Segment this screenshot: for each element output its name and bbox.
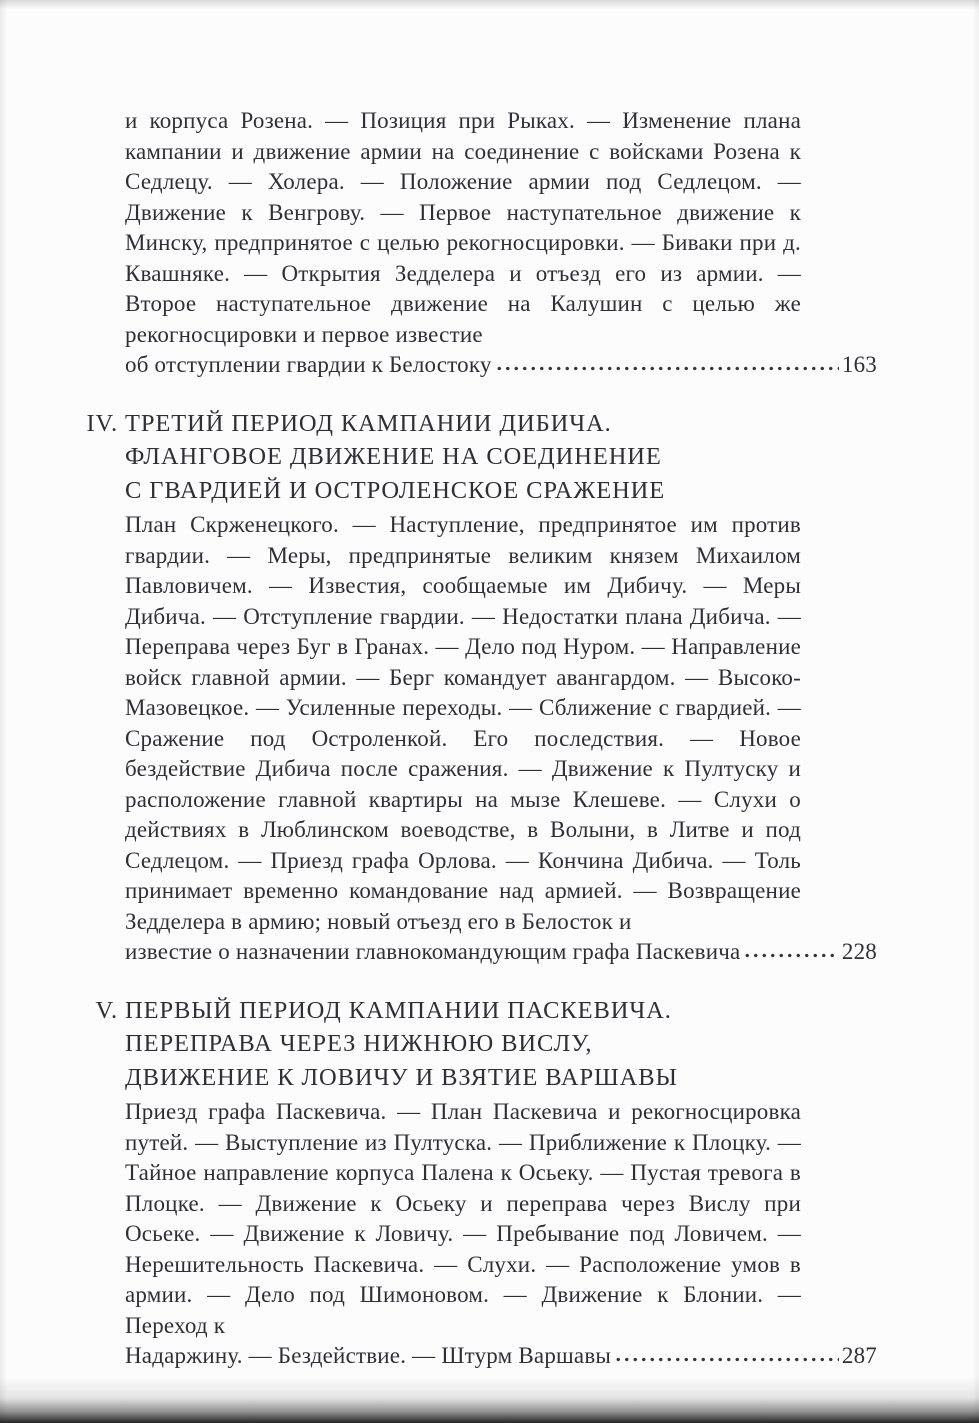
chapter-heading	[86, 407, 877, 508]
chapter-heading-line: ФЛАНГОВОЕ ДВИЖЕНИЕ НА СОЕДИНЕНИЕ	[125, 443, 662, 470]
entry-leader-line	[125, 350, 877, 381]
page-edge-bottom-shadow	[0, 1377, 979, 1423]
entry-leader-line	[125, 937, 877, 968]
page-edge-right-shadow	[972, 0, 979, 1423]
entry-last-line-text: известие о назначении главнокомандующим графа Паскевича	[125, 939, 741, 964]
toc-entry	[125, 106, 877, 381]
entry-last-line-text: об отступлении гвардии к Белостоку	[125, 352, 492, 377]
entry-leader-line	[125, 1341, 877, 1372]
chapter-heading-line: ПЕРВЫЙ ПЕРИОД КАМПАНИИ ПАСКЕВИЧА.	[125, 996, 672, 1024]
entry-page-number: 163	[841, 352, 877, 377]
entry-body-text: Приезд графа Паскевича. — План Паскевича и рекогносцировка путей. — Выступление из Пултуска. — Приближение к Плоцку. — Тайное направление корпуса Палена к Осьеку. — Пустая тревога в Плоцке. — Движение к Осьеку и переправа через Вислу при Осьеке. — Движение к Ловичу. — Пребывание под Ловичем. — Нерешительность Паскевича. — Слухи. — Расположение умов в армии. — Дело под Шимоновом. — Движение к Блонии. — Переход к	[125, 1099, 801, 1338]
page-edge-top-shadow	[0, 0, 979, 9]
entry-body-text: План Скрженецкого. — Наступление, предпринятое им против гвардии. — Меры, предпринятые великим князем Михаилом Павловичем. — Известия, сообщаемые им Дибичу. — Меры Дибича. — Отступление гвардии. — Недостатки плана Дибича. — Переправа через Буг в Гранах. — Дело под Нуром. — Направление войск главной армии. — Берг командует авангардом. — Высоко-Мазовецкое. — Усиленные переходы. — Сближение с гвардией. — Сражение под Остроленкой. Его последствия. — Новое бездействие Дибича после сражения. — Движение к Пултуску и расположение главной квартиры на мызе Клешеве. — Слухи о действиях в Люблинском воеводстве, в Волыни, в Литве и под Седлецом. — Приезд графа Орлова. — Кончина Дибича. — Толь принимает временно командование над армией. — Возвращение Зедделера в армию; новый отъезд его в Белосток и	[125, 512, 801, 934]
page-edge-left-shadow	[0, 0, 7, 1423]
chapter-heading-line: ДВИЖЕНИЕ К ЛОВИЧУ И ВЗЯТИЕ ВАРШАВЫ	[125, 1063, 678, 1091]
chapter-numeral: V.	[95, 996, 118, 1024]
dot-leader	[743, 952, 838, 959]
toc-entry	[95, 994, 877, 1372]
chapter-heading-line: ПЕРЕПРАВА ЧЕРЕЗ НИЖНЮЮ ВИСЛУ,	[125, 1030, 593, 1057]
toc-entry	[86, 407, 877, 968]
entry-body-text: и корпуса Розена. — Позиция при Рыках. — Изменение плана кампании и движение армии на соединение с войсками Розена к Седлецу. — Холера. — Положение армии под Седлецом. — Движение к Венгрову. — Первое наступательное движение к Минску, предпринятое с целью рекогносцировки. — Биваки при д. Квашняке. — Открытия Зедделера и отъезд его из армии. — Второе наступательное движение на Калушин с целью же рекогносцировки и первое известие	[125, 108, 801, 347]
dot-leader	[614, 1356, 839, 1363]
chapter-heading	[95, 994, 877, 1095]
entry-page-number: 287	[841, 1343, 877, 1368]
entry-last-line-text: Надаржину. — Бездействие. — Штурм Варшавы	[125, 1343, 612, 1368]
chapter-heading-line: ТРЕТИЙ ПЕРИОД КАМПАНИИ ДИБИЧА.	[125, 409, 612, 437]
toc-content	[86, 106, 877, 1372]
chapter-numeral: IV.	[86, 409, 118, 437]
chapter-heading-line: С ГВАРДИЕЙ И ОСТРОЛЕНСКОЕ СРАЖЕНИЕ	[125, 476, 666, 504]
entry-page-number: 228	[841, 939, 877, 964]
dot-leader	[495, 365, 839, 372]
